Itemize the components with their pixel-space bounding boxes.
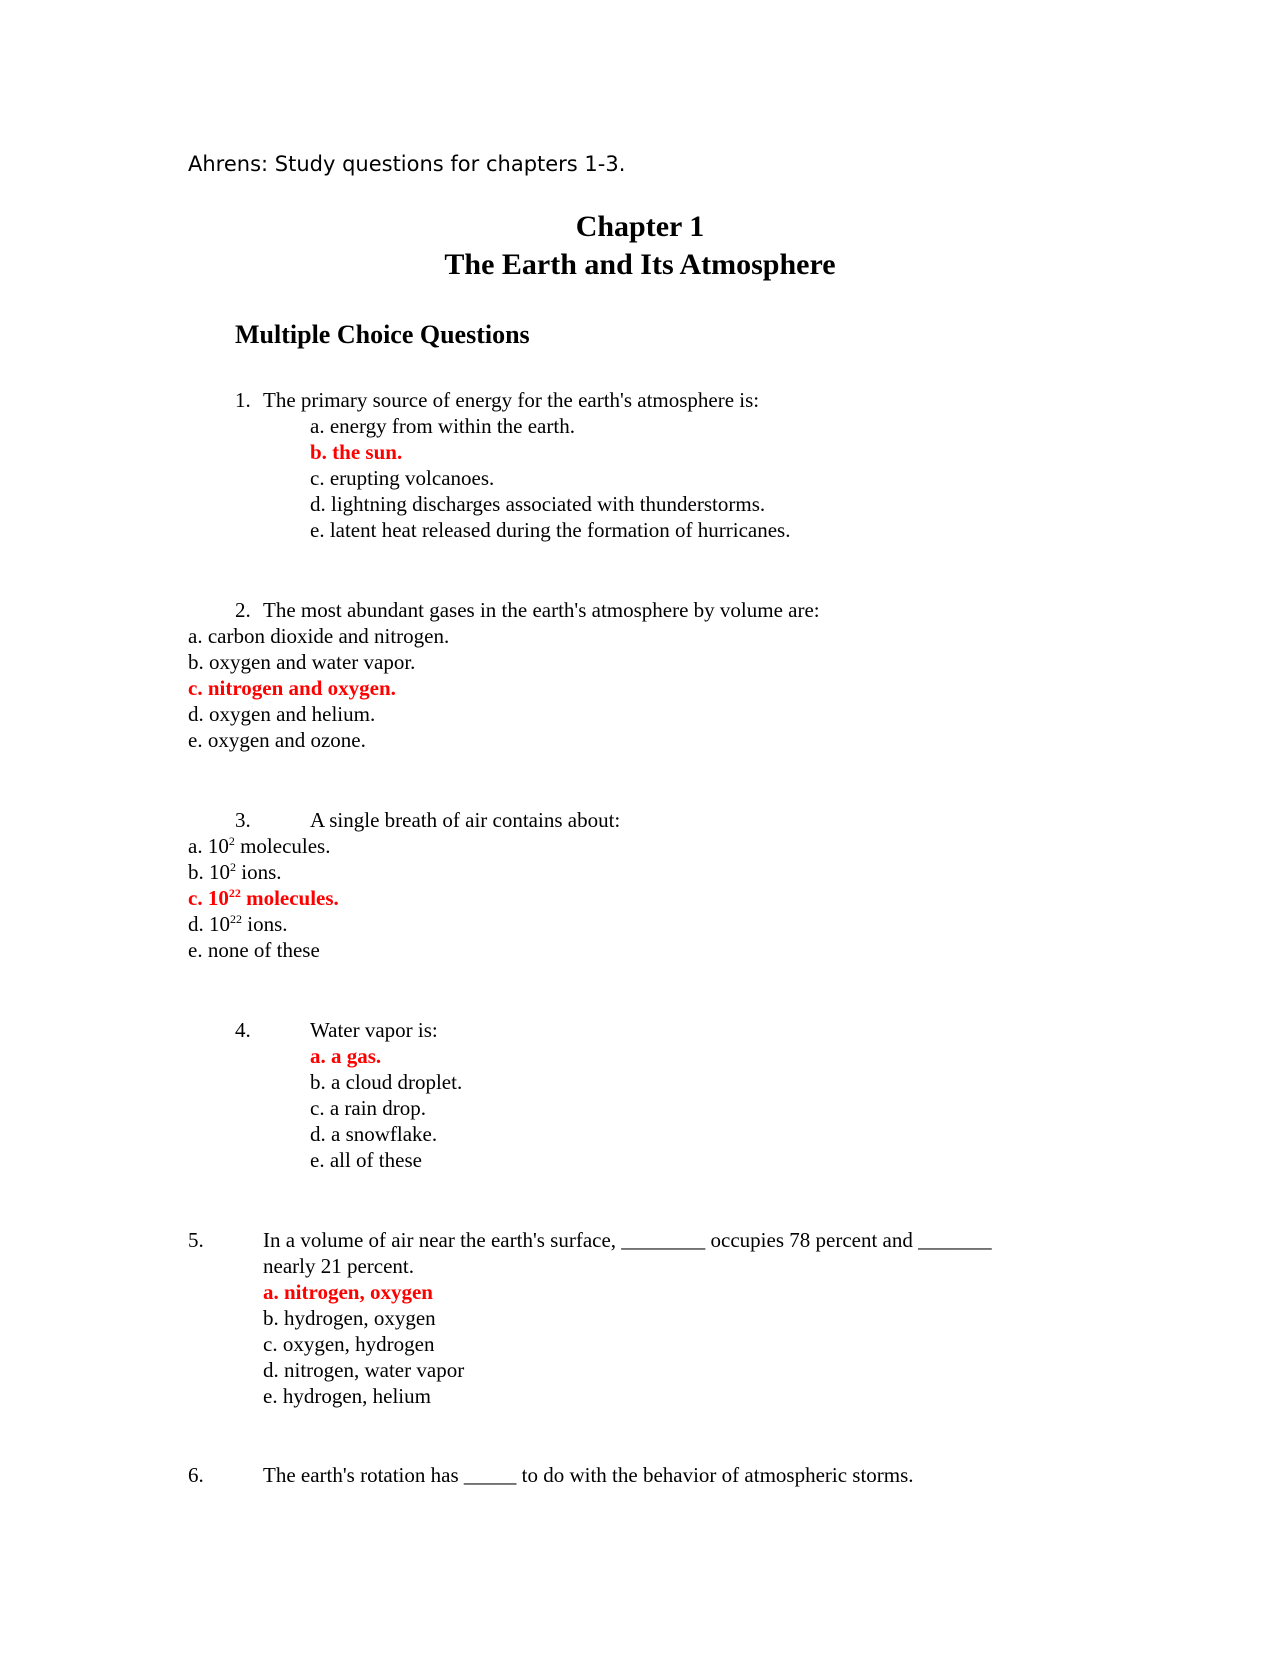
option-e: e. latent heat released during the formation of hurricanes. <box>310 518 791 542</box>
option-c: c. oxygen, hydrogen <box>263 1332 435 1356</box>
question-number: 2. <box>235 598 251 622</box>
option-a-correct: a. nitrogen, oxygen <box>263 1280 433 1304</box>
option-e: e. none of these <box>188 938 320 962</box>
question-number: 1. <box>235 388 251 412</box>
option-a: a. energy from within the earth. <box>310 414 575 438</box>
option-b-correct: b. the sun. <box>310 440 403 464</box>
section-title: Multiple Choice Questions <box>235 320 530 349</box>
option-a: a. carbon dioxide and nitrogen. <box>188 624 450 648</box>
question-text-line-2: nearly 21 percent. <box>263 1254 415 1278</box>
question-text: A single breath of air contains about: <box>310 808 621 832</box>
option-d: d. lightning discharges associated with thunderstorms. <box>310 492 766 516</box>
option-c-correct: c. nitrogen and oxygen. <box>188 676 396 700</box>
option-b: b. a cloud droplet. <box>310 1070 463 1094</box>
question-number: 3. <box>235 808 251 832</box>
question-text: Water vapor is: <box>310 1018 438 1042</box>
question-number: 5. <box>188 1228 204 1252</box>
option-a: a. $10^2$ molecules. <box>188 834 331 858</box>
option-b: b. oxygen and water vapor. <box>188 650 416 674</box>
option-c-correct: c. $10^{22}$ molecules. <box>188 886 339 910</box>
question-text: The earth's rotation has _____ to do with the behavior of atmospheric storms. <box>263 1463 914 1487</box>
option-b: b. hydrogen, oxygen <box>263 1306 436 1330</box>
option-e: e. hydrogen, helium <box>263 1384 431 1408</box>
option-d: d. oxygen and helium. <box>188 702 376 726</box>
question-text: The primary source of energy for the earth's atmosphere is: <box>263 388 760 412</box>
option-b: b. $10^2$ ions. <box>188 860 282 884</box>
chapter-number: Chapter 1 <box>575 210 705 243</box>
option-d: d. $10^{22}$ ions. <box>188 912 288 936</box>
question-number: 4. <box>235 1018 251 1042</box>
option-e: e. oxygen and ozone. <box>188 728 366 752</box>
option-c: c. a rain drop. <box>310 1096 427 1120</box>
question-text: The most abundant gases in the earth's atmosphere by volume are: <box>263 598 820 622</box>
option-e: e. all of these <box>310 1148 422 1172</box>
chapter-title: The Earth and Its Atmosphere <box>444 248 836 281</box>
option-a-correct: a. a gas. <box>310 1044 382 1068</box>
question-number: 6. <box>188 1463 204 1487</box>
option-d: d. a snowflake. <box>310 1122 438 1146</box>
document-header: Ahrens: Study questions for chapters 1-3. <box>188 152 626 176</box>
question-text-line-1: In a volume of air near the earth's surface, ________ occupies 78 percent and _______ <box>263 1228 992 1252</box>
option-d: d. nitrogen, water vapor <box>263 1358 465 1382</box>
option-c: c. erupting volcanoes. <box>310 466 495 490</box>
